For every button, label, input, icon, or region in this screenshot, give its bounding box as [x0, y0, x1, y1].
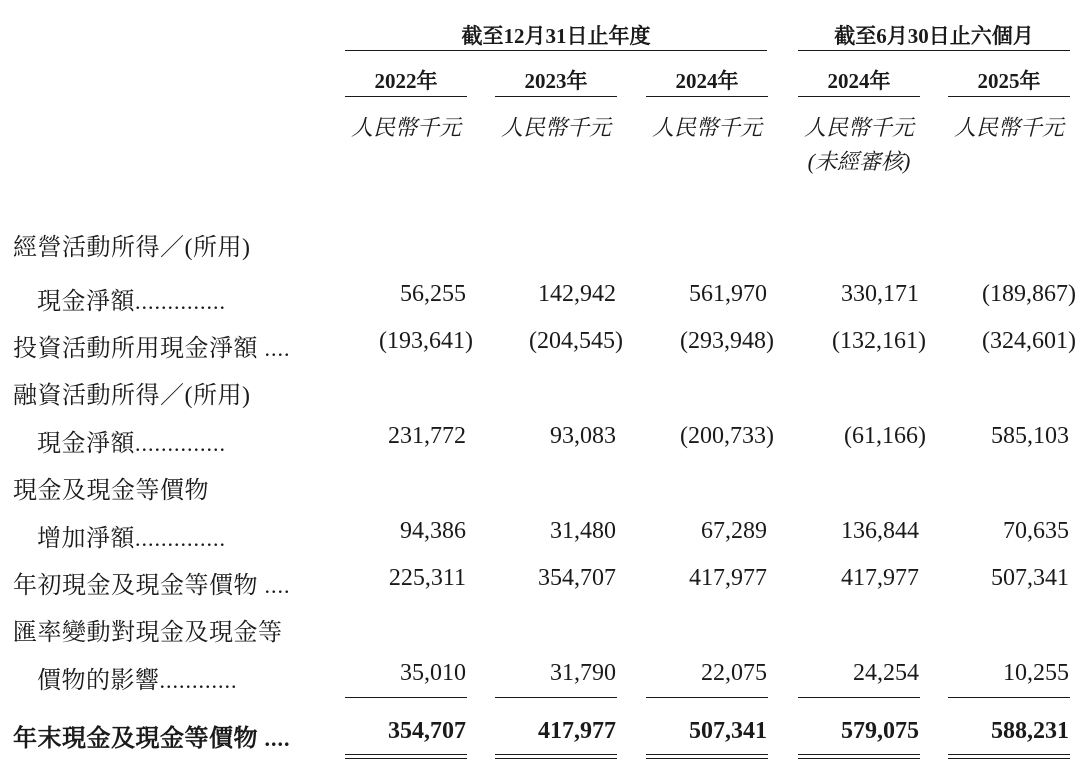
row-fx-effect-value-2024: 22,075 [701, 660, 767, 686]
row-beginning-cash-leader-dots: .... [264, 573, 291, 598]
header-group-six-months-rule [798, 50, 1070, 51]
row-operating-label-text: 現金淨額 [37, 289, 135, 315]
header-year-rule-2024 [646, 96, 768, 97]
row-net-increase-label-line2 [37, 518, 226, 553]
row-net-increase-value-2023: 31,480 [550, 518, 616, 544]
row-operating-value-2023: 142,942 [538, 281, 616, 307]
row-ending-cash-label [13, 718, 291, 753]
unit-2022: 人民幣千元 [350, 115, 461, 140]
row-investing-value-2025-six-months: (324,601) [982, 328, 1076, 354]
header-year-rule-2022 [345, 96, 467, 97]
subtotal-rule-2022 [345, 697, 467, 698]
row-net-increase-label-line1: 現金及現金等價物 [13, 478, 209, 504]
header-year-2024: 2024年 [675, 69, 739, 93]
total-double-rule-2023 [495, 754, 617, 759]
unit-2024: 人民幣千元 [651, 115, 762, 140]
row-operating-value-2025-six-months: (189,867) [982, 281, 1076, 307]
total-double-rule-2025-six-months [948, 754, 1070, 759]
row-investing-label [13, 328, 291, 363]
row-net-increase-value-2024: 67,289 [701, 518, 767, 544]
row-beginning-cash-label-text: 年初現金及現金等價物 [13, 573, 258, 599]
row-fx-effect-leader-dots: ............ [159, 668, 238, 693]
row-fx-effect-label-text: 價物的影響 [37, 668, 160, 694]
row-operating-value-2024-six-months: 330,171 [841, 281, 919, 307]
row-ending-cash-value-2024: 507,341 [689, 718, 767, 744]
row-net-increase-leader-dots: .............. [135, 526, 226, 551]
header-year-2025-six-months: 2025年 [977, 69, 1041, 93]
subtotal-rule-2024-six-months [798, 697, 920, 698]
subtotal-rule-2023 [495, 697, 617, 698]
row-financing-label-text: 現金淨額 [37, 431, 135, 457]
unit-2024-six-months: 人民幣千元 [803, 115, 914, 140]
row-beginning-cash-label [13, 565, 291, 600]
header-group-full-year-rule [345, 50, 767, 51]
row-ending-cash-leader-dots: .... [264, 726, 291, 751]
row-operating-leader-dots: .............. [135, 289, 226, 314]
row-financing-value-2025-six-months: 585,103 [991, 423, 1069, 449]
row-net-increase-value-2025-six-months: 70,635 [1003, 518, 1069, 544]
row-beginning-cash-value-2024: 417,977 [689, 565, 767, 591]
row-beginning-cash-value-2023: 354,707 [538, 565, 616, 591]
row-investing-value-2023: (204,545) [529, 328, 623, 354]
row-beginning-cash-value-2025-six-months: 507,341 [991, 565, 1069, 591]
row-net-increase-value-2024-six-months: 136,844 [841, 518, 919, 544]
row-investing-label-text: 投資活動所用現金淨額 [13, 336, 258, 362]
row-beginning-cash-value-2024-six-months: 417,977 [841, 565, 919, 591]
row-financing-value-2024-six-months: (61,166) [844, 423, 926, 449]
row-operating-value-2022: 56,255 [400, 281, 466, 307]
row-ending-cash-value-2025-six-months: 588,231 [991, 718, 1069, 744]
total-double-rule-2024-six-months [798, 754, 920, 759]
header-year-rule-2023 [495, 96, 617, 97]
header-group-full-year: 截至12月31日止年度 [461, 24, 651, 48]
total-double-rule-2024 [646, 754, 768, 759]
header-year-rule-2024-six-months [798, 96, 920, 97]
row-fx-effect-label-line1: 匯率變動對現金及現金等 [13, 620, 283, 646]
row-investing-leader-dots: .... [264, 336, 291, 361]
row-investing-value-2022: (193,641) [379, 328, 473, 354]
row-financing-label-line2 [37, 423, 226, 458]
row-financing-label-line1: 融資活動所得／(所用) [13, 383, 251, 409]
unaudited-note: (未經審核) [807, 149, 911, 174]
row-financing-leader-dots: .............. [135, 431, 226, 456]
row-ending-cash-label-text: 年末現金及現金等價物 [13, 726, 258, 752]
row-ending-cash-value-2023: 417,977 [538, 718, 616, 744]
row-operating-label-line2 [37, 281, 226, 316]
unit-2023: 人民幣千元 [500, 115, 611, 140]
total-double-rule-2022 [345, 754, 467, 759]
header-group-six-months: 截至6月30日止六個月 [834, 24, 1034, 48]
row-operating-label-line1: 經營活動所得／(所用) [13, 235, 251, 261]
subtotal-rule-2025-six-months [948, 697, 1070, 698]
row-financing-value-2022: 231,772 [388, 423, 466, 449]
row-investing-value-2024-six-months: (132,161) [832, 328, 926, 354]
row-financing-value-2024: (200,733) [680, 423, 774, 449]
header-year-2024-six-months: 2024年 [827, 69, 891, 93]
unit-2025-six-months: 人民幣千元 [953, 115, 1064, 140]
row-fx-effect-value-2025-six-months: 10,255 [1003, 660, 1069, 686]
row-financing-value-2023: 93,083 [550, 423, 616, 449]
row-fx-effect-label-line2 [37, 660, 238, 695]
header-year-2022: 2022年 [374, 69, 438, 93]
header-year-2023: 2023年 [524, 69, 588, 93]
subtotal-rule-2024 [646, 697, 768, 698]
row-net-increase-value-2022: 94,386 [400, 518, 466, 544]
row-net-increase-label-text: 增加淨額 [37, 526, 135, 552]
row-ending-cash-value-2024-six-months: 579,075 [841, 718, 919, 744]
row-ending-cash-value-2022: 354,707 [388, 718, 466, 744]
row-fx-effect-value-2023: 31,790 [550, 660, 616, 686]
row-fx-effect-value-2022: 35,010 [400, 660, 466, 686]
row-fx-effect-value-2024-six-months: 24,254 [853, 660, 919, 686]
row-operating-value-2024: 561,970 [689, 281, 767, 307]
row-investing-value-2024: (293,948) [680, 328, 774, 354]
header-year-rule-2025-six-months [948, 96, 1070, 97]
row-beginning-cash-value-2022: 225,311 [388, 565, 466, 591]
